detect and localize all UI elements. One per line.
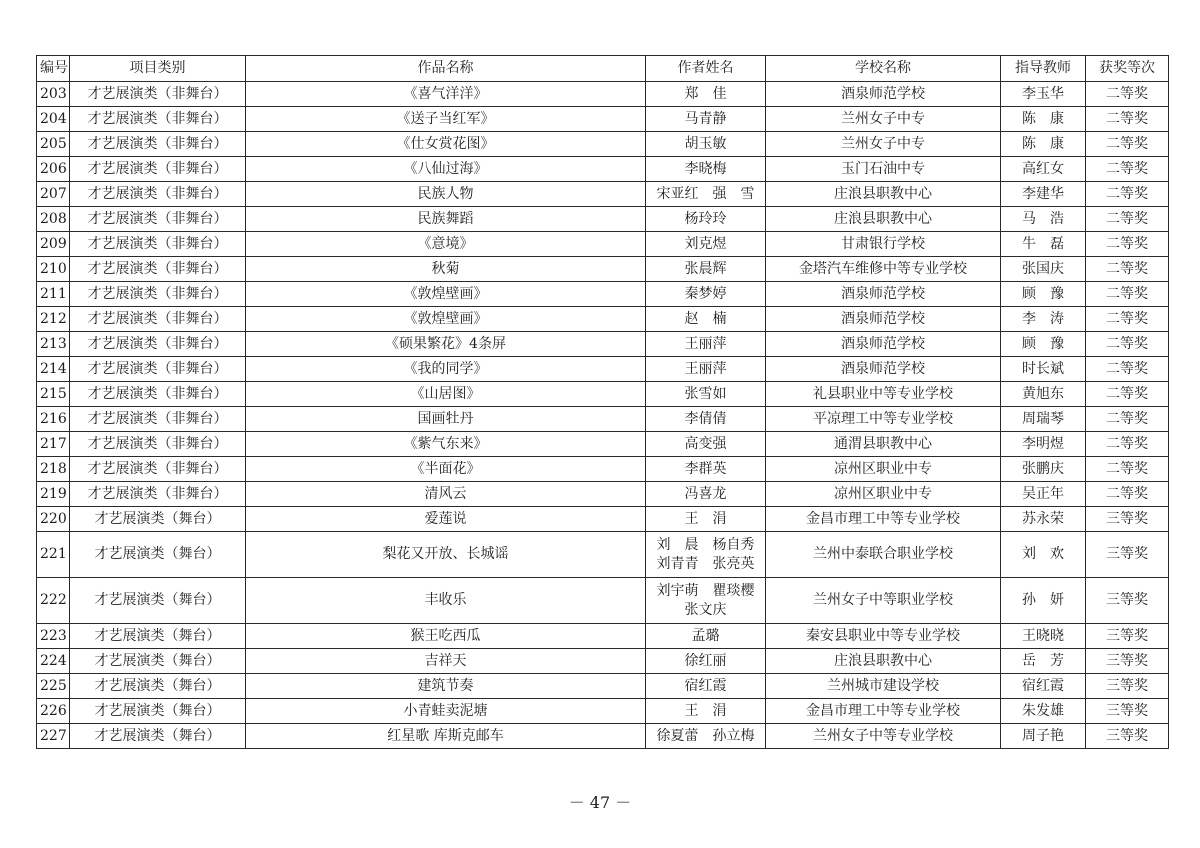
cell-author: [646, 432, 766, 457]
cell-category: 才艺展演类（非舞台）: [70, 132, 246, 157]
cell-author: [646, 578, 766, 624]
cell-teacher: 李玉华: [1001, 82, 1086, 107]
cell-award: 二等奖: [1086, 182, 1169, 207]
author-line: 刘 晨 杨自秀: [656, 536, 755, 553]
cell-work: 《敦煌壁画》: [246, 282, 646, 307]
cell-school: 庄浪县职教中心: [766, 182, 1001, 207]
cell-id: 219: [37, 482, 70, 507]
cell-work: 清风云: [246, 482, 646, 507]
cell-award: 二等奖: [1086, 207, 1169, 232]
cell-award: 三等奖: [1086, 578, 1169, 624]
header-teacher: 指导教师: [1001, 56, 1086, 82]
cell-award: 二等奖: [1086, 332, 1169, 357]
cell-author: [646, 132, 766, 157]
cell-author: [646, 257, 766, 282]
cell-teacher: 时长斌: [1001, 357, 1086, 382]
cell-work: 《送子当红军》: [246, 107, 646, 132]
author-line: 王丽萍: [684, 335, 727, 352]
header-id: 编号: [37, 56, 70, 82]
cell-award: 三等奖: [1086, 507, 1169, 532]
cell-award: 二等奖: [1086, 307, 1169, 332]
cell-school: 酒泉师范学校: [766, 307, 1001, 332]
cell-work: 梨花又开放、长城谣: [246, 532, 646, 578]
table-row: [37, 82, 1169, 107]
cell-work: 民族人物: [246, 182, 646, 207]
cell-teacher: 孙 妍: [1001, 578, 1086, 624]
author-line: 刘克煜: [684, 235, 727, 252]
table-row: [37, 332, 1169, 357]
cell-teacher: 朱发雄: [1001, 699, 1086, 724]
cell-school: 兰州中泰联合职业学校: [766, 532, 1001, 578]
cell-work: 小青蛙卖泥塘: [246, 699, 646, 724]
cell-teacher: 陈 康: [1001, 107, 1086, 132]
table-row: [37, 382, 1169, 407]
table-row: [37, 432, 1169, 457]
cell-id: 208: [37, 207, 70, 232]
cell-category: 才艺展演类（舞台）: [70, 578, 246, 624]
cell-id: 215: [37, 382, 70, 407]
cell-author: [646, 699, 766, 724]
cell-category: 才艺展演类（非舞台）: [70, 232, 246, 257]
cell-school: 庄浪县职教中心: [766, 649, 1001, 674]
cell-id: 226: [37, 699, 70, 724]
table-row: [37, 357, 1169, 382]
cell-teacher: 宿红霞: [1001, 674, 1086, 699]
cell-award: 三等奖: [1086, 724, 1169, 749]
cell-award: 二等奖: [1086, 457, 1169, 482]
cell-category: 才艺展演类（非舞台）: [70, 157, 246, 182]
cell-author: [646, 724, 766, 749]
awards-table: [36, 55, 1169, 749]
header-row: [37, 56, 1169, 82]
cell-category: 才艺展演类（舞台）: [70, 674, 246, 699]
table-row: [37, 649, 1169, 674]
cell-work: 《我的同学》: [246, 357, 646, 382]
table-row: [37, 182, 1169, 207]
cell-work: 民族舞蹈: [246, 207, 646, 232]
author-line: 王丽萍: [684, 360, 727, 377]
cell-teacher: 马 浩: [1001, 207, 1086, 232]
cell-teacher: 高红女: [1001, 157, 1086, 182]
cell-work: 红星歌 库斯克邮车: [246, 724, 646, 749]
author-line: 刘青青 张亮英: [656, 555, 755, 572]
cell-category: 才艺展演类（非舞台）: [70, 107, 246, 132]
cell-category: 才艺展演类（非舞台）: [70, 482, 246, 507]
table-row: [37, 532, 1169, 578]
cell-teacher: 陈 康: [1001, 132, 1086, 157]
cell-work: 建筑节奏: [246, 674, 646, 699]
table-row: [37, 578, 1169, 624]
author-line: 李倩倩: [684, 410, 727, 427]
cell-category: 才艺展演类（舞台）: [70, 624, 246, 649]
header-author: 作者姓名: [646, 56, 766, 82]
author-line: 赵 楠: [684, 310, 727, 327]
author-line: 胡玉敏: [684, 135, 727, 152]
author-line: 张晨辉: [684, 260, 727, 277]
table-row: [37, 457, 1169, 482]
cell-author: [646, 107, 766, 132]
cell-id: 203: [37, 82, 70, 107]
cell-school: 秦安县职业中等专业学校: [766, 624, 1001, 649]
table-row: [37, 157, 1169, 182]
cell-teacher: 吴正年: [1001, 482, 1086, 507]
cell-school: 酒泉师范学校: [766, 82, 1001, 107]
cell-work: 《山居图》: [246, 382, 646, 407]
cell-id: 213: [37, 332, 70, 357]
cell-id: 217: [37, 432, 70, 457]
cell-teacher: 岳 芳: [1001, 649, 1086, 674]
table-row: [37, 207, 1169, 232]
cell-award: 三等奖: [1086, 674, 1169, 699]
table-row: [37, 507, 1169, 532]
table-row: [37, 282, 1169, 307]
cell-teacher: 周子艳: [1001, 724, 1086, 749]
cell-category: 才艺展演类（舞台）: [70, 532, 246, 578]
cell-school: 兰州女子中专: [766, 107, 1001, 132]
cell-work: 《八仙过海》: [246, 157, 646, 182]
table-row: [37, 674, 1169, 699]
cell-category: 才艺展演类（非舞台）: [70, 457, 246, 482]
author-line: 王 涓: [684, 510, 727, 527]
table-row: [37, 307, 1169, 332]
cell-school: 酒泉师范学校: [766, 282, 1001, 307]
cell-teacher: 张鹏庆: [1001, 457, 1086, 482]
cell-id: 204: [37, 107, 70, 132]
cell-award: 二等奖: [1086, 282, 1169, 307]
cell-id: 224: [37, 649, 70, 674]
cell-award: 二等奖: [1086, 257, 1169, 282]
cell-school: 庄浪县职教中心: [766, 207, 1001, 232]
author-line: 孟璐: [691, 627, 720, 644]
cell-id: 211: [37, 282, 70, 307]
table-row: [37, 482, 1169, 507]
cell-author: [646, 382, 766, 407]
cell-category: 才艺展演类（舞台）: [70, 699, 246, 724]
cell-teacher: 李建华: [1001, 182, 1086, 207]
cell-category: 才艺展演类（非舞台）: [70, 207, 246, 232]
cell-id: 209: [37, 232, 70, 257]
cell-category: 才艺展演类（舞台）: [70, 649, 246, 674]
cell-id: 216: [37, 407, 70, 432]
cell-work: 丰收乐: [246, 578, 646, 624]
cell-id: 214: [37, 357, 70, 382]
author-line: 宿红霞: [684, 677, 727, 694]
cell-category: 才艺展演类（舞台）: [70, 724, 246, 749]
table-body: [37, 82, 1169, 749]
cell-work: 《仕女赏花图》: [246, 132, 646, 157]
cell-id: 210: [37, 257, 70, 282]
cell-school: 兰州女子中专: [766, 132, 1001, 157]
cell-work: 《硕果繁花》4条屏: [246, 332, 646, 357]
author-line: 杨玲玲: [684, 210, 727, 227]
cell-school: 甘肃银行学校: [766, 232, 1001, 257]
cell-author: [646, 282, 766, 307]
author-line: 宋亚红 强 雪: [656, 185, 755, 202]
cell-id: 227: [37, 724, 70, 749]
cell-id: 206: [37, 157, 70, 182]
cell-teacher: 顾 豫: [1001, 282, 1086, 307]
cell-id: 218: [37, 457, 70, 482]
table-row: [37, 132, 1169, 157]
cell-author: [646, 82, 766, 107]
cell-teacher: 牛 磊: [1001, 232, 1086, 257]
author-line: 王 涓: [684, 702, 727, 719]
cell-teacher: 苏永荣: [1001, 507, 1086, 532]
cell-award: 三等奖: [1086, 624, 1169, 649]
cell-category: 才艺展演类（非舞台）: [70, 282, 246, 307]
header-school: 学校名称: [766, 56, 1001, 82]
cell-category: 才艺展演类（舞台）: [70, 507, 246, 532]
author-line: 刘宇萌 瞿琰樱: [656, 582, 755, 599]
cell-school: 兰州城市建设学校: [766, 674, 1001, 699]
table-row: [37, 724, 1169, 749]
cell-work: 秋菊: [246, 257, 646, 282]
cell-category: 才艺展演类（非舞台）: [70, 182, 246, 207]
table-row: [37, 699, 1169, 724]
cell-id: 212: [37, 307, 70, 332]
cell-work: 爱莲说: [246, 507, 646, 532]
cell-author: [646, 649, 766, 674]
cell-teacher: 顾 豫: [1001, 332, 1086, 357]
cell-author: [646, 207, 766, 232]
cell-id: 223: [37, 624, 70, 649]
cell-work: 《敦煌壁画》: [246, 307, 646, 332]
cell-id: 225: [37, 674, 70, 699]
cell-teacher: 李明煜: [1001, 432, 1086, 457]
cell-school: 凉州区职业中专: [766, 482, 1001, 507]
author-line: 马青静: [684, 110, 727, 127]
author-line: 徐红丽: [684, 652, 727, 669]
cell-work: 吉祥天: [246, 649, 646, 674]
author-line: 李晓梅: [684, 160, 727, 177]
cell-award: 二等奖: [1086, 432, 1169, 457]
cell-author: [646, 674, 766, 699]
cell-school: 酒泉师范学校: [766, 357, 1001, 382]
author-line: 秦梦婷: [684, 285, 727, 302]
cell-teacher: 李 涛: [1001, 307, 1086, 332]
author-line: 徐夏蕾 孙立梅: [656, 727, 755, 744]
cell-author: [646, 532, 766, 578]
cell-school: 通渭县职教中心: [766, 432, 1001, 457]
cell-school: 金昌市理工中等专业学校: [766, 507, 1001, 532]
cell-school: 兰州女子中等专业学校: [766, 724, 1001, 749]
cell-category: 才艺展演类（非舞台）: [70, 382, 246, 407]
cell-author: [646, 507, 766, 532]
cell-category: 才艺展演类（非舞台）: [70, 332, 246, 357]
cell-teacher: 周瑞琴: [1001, 407, 1086, 432]
cell-school: 金塔汽车维修中等专业学校: [766, 257, 1001, 282]
cell-category: 才艺展演类（非舞台）: [70, 432, 246, 457]
header-category: 项目类别: [70, 56, 246, 82]
cell-award: 二等奖: [1086, 382, 1169, 407]
cell-author: [646, 182, 766, 207]
author-line: 郑 佳: [684, 85, 727, 102]
cell-id: 221: [37, 532, 70, 578]
header-work: 作品名称: [246, 56, 646, 82]
cell-school: 凉州区职业中专: [766, 457, 1001, 482]
header-award: 获奖等次: [1086, 56, 1169, 82]
cell-school: 礼县职业中等专业学校: [766, 382, 1001, 407]
cell-award: 二等奖: [1086, 107, 1169, 132]
cell-id: 220: [37, 507, 70, 532]
cell-work: 国画牡丹: [246, 407, 646, 432]
cell-author: [646, 157, 766, 182]
cell-teacher: 张国庆: [1001, 257, 1086, 282]
cell-author: [646, 332, 766, 357]
cell-award: 三等奖: [1086, 532, 1169, 578]
cell-award: 二等奖: [1086, 157, 1169, 182]
cell-award: 二等奖: [1086, 132, 1169, 157]
cell-category: 才艺展演类（非舞台）: [70, 357, 246, 382]
cell-author: [646, 457, 766, 482]
author-line: 冯喜龙: [684, 485, 727, 502]
cell-school: 兰州女子中等职业学校: [766, 578, 1001, 624]
cell-school: 酒泉师范学校: [766, 332, 1001, 357]
table-row: [37, 107, 1169, 132]
cell-author: [646, 307, 766, 332]
cell-award: 三等奖: [1086, 699, 1169, 724]
cell-teacher: 黄旭东: [1001, 382, 1086, 407]
cell-category: 才艺展演类（非舞台）: [70, 407, 246, 432]
author-line: 张雪如: [684, 385, 727, 402]
cell-id: 205: [37, 132, 70, 157]
author-line: 张文庆: [684, 601, 727, 618]
cell-work: 《半面花》: [246, 457, 646, 482]
cell-work: 《紫气东来》: [246, 432, 646, 457]
cell-school: 玉门石油中专: [766, 157, 1001, 182]
table-row: [37, 232, 1169, 257]
cell-author: [646, 232, 766, 257]
cell-award: 二等奖: [1086, 357, 1169, 382]
cell-category: 才艺展演类（非舞台）: [70, 257, 246, 282]
author-line: 高变强: [684, 435, 727, 452]
cell-award: 二等奖: [1086, 232, 1169, 257]
cell-author: [646, 624, 766, 649]
cell-award: 二等奖: [1086, 482, 1169, 507]
cell-id: 222: [37, 578, 70, 624]
cell-id: 207: [37, 182, 70, 207]
author-line: 李群英: [684, 460, 727, 477]
table-row: [37, 624, 1169, 649]
cell-school: 金昌市理工中等专业学校: [766, 699, 1001, 724]
page-number: － 47 －: [568, 793, 632, 812]
cell-award: 三等奖: [1086, 649, 1169, 674]
cell-teacher: 刘 欢: [1001, 532, 1086, 578]
table-row: [37, 407, 1169, 432]
cell-award: 二等奖: [1086, 407, 1169, 432]
cell-teacher: 王晓晓: [1001, 624, 1086, 649]
cell-school: 平凉理工中等专业学校: [766, 407, 1001, 432]
cell-author: [646, 357, 766, 382]
table-row: [37, 257, 1169, 282]
cell-work: 《喜气洋洋》: [246, 82, 646, 107]
cell-work: 猴王吃西瓜: [246, 624, 646, 649]
cell-award: 二等奖: [1086, 82, 1169, 107]
cell-author: [646, 407, 766, 432]
cell-category: 才艺展演类（非舞台）: [70, 307, 246, 332]
cell-work: 《意境》: [246, 232, 646, 257]
cell-category: 才艺展演类（非舞台）: [70, 82, 246, 107]
cell-author: [646, 482, 766, 507]
